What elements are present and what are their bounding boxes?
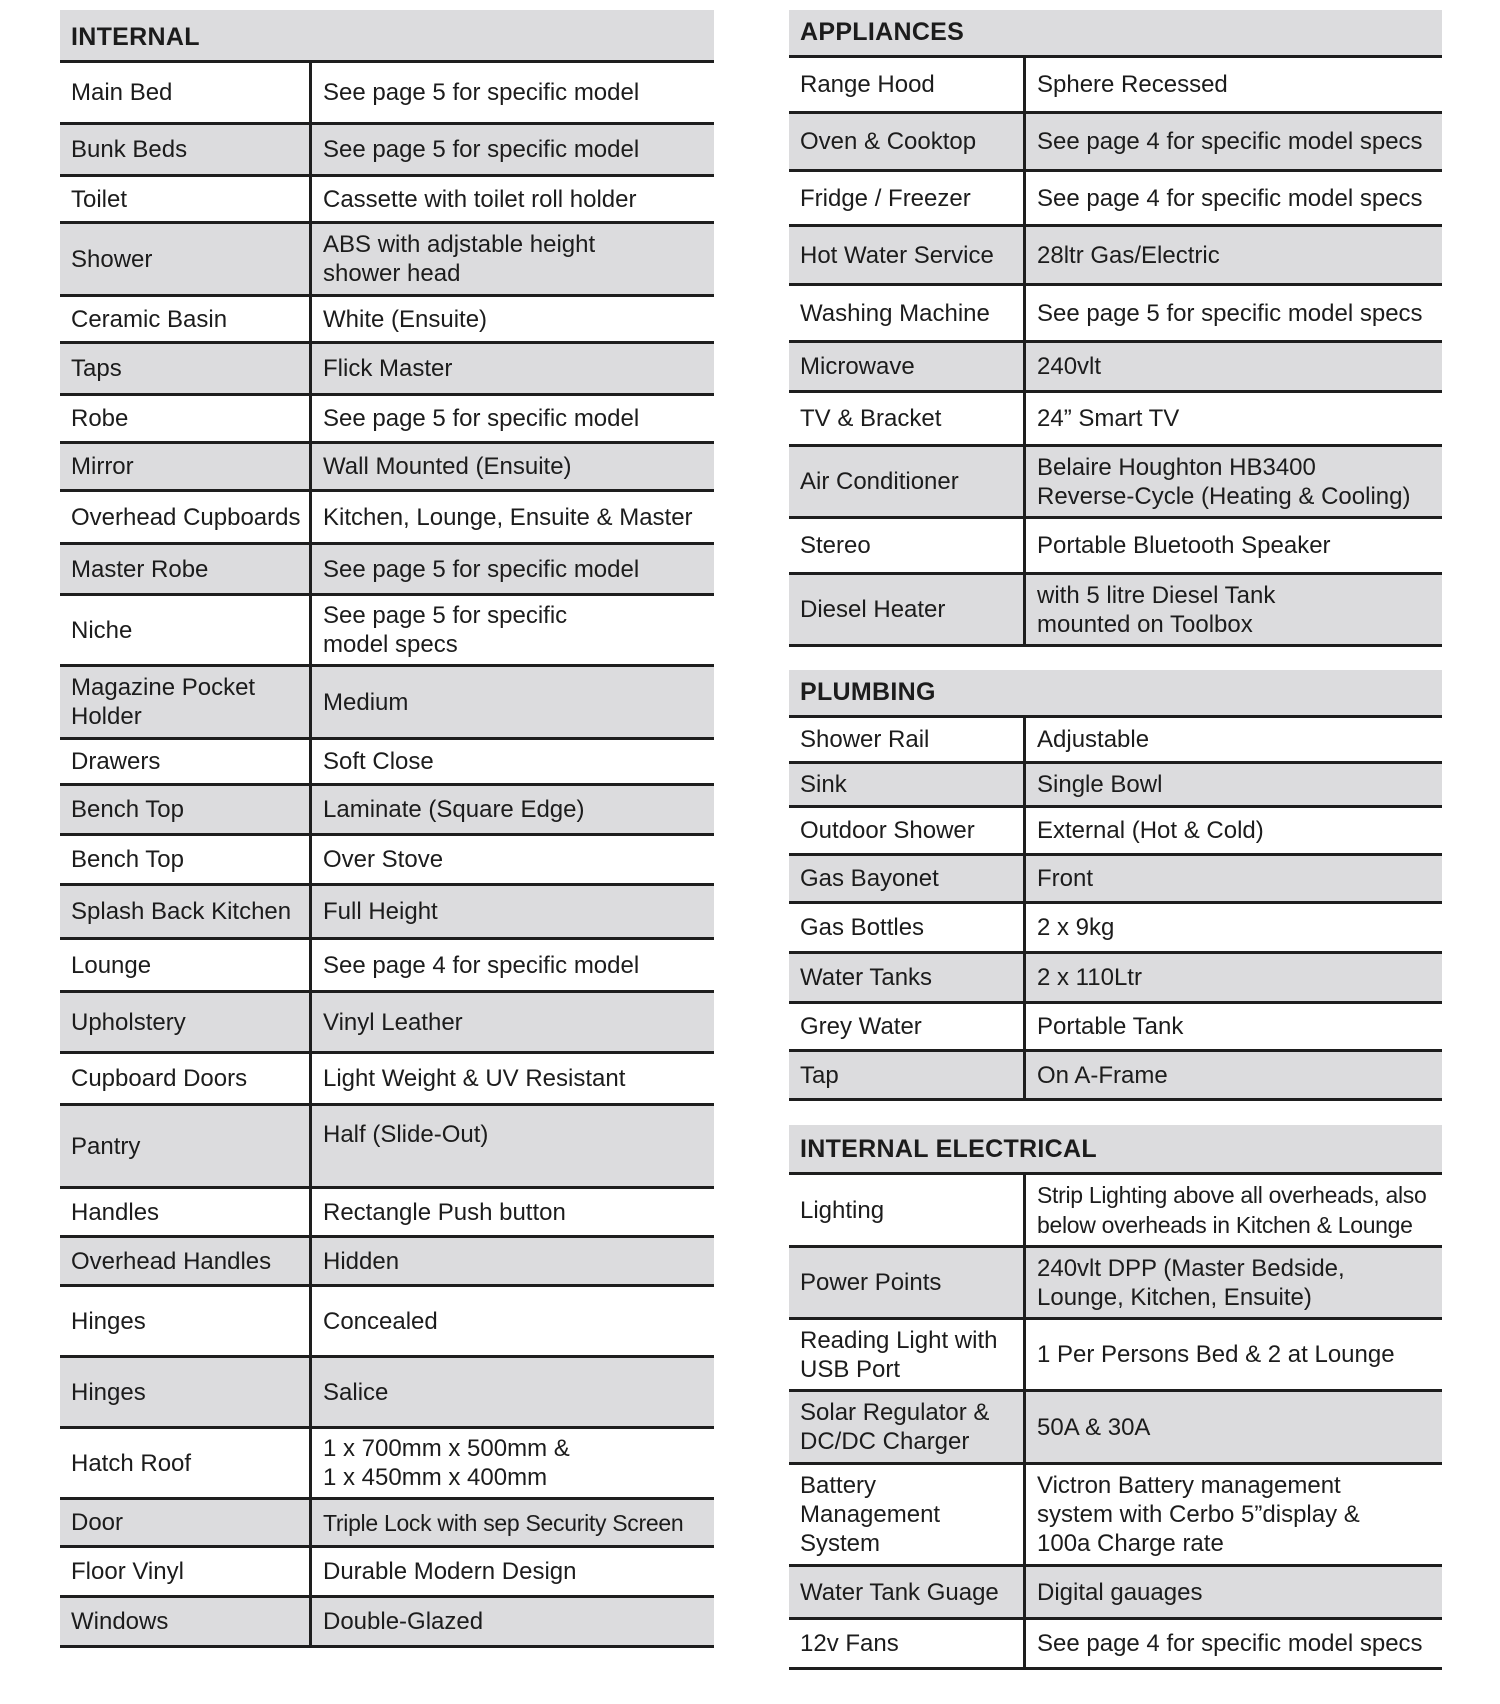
row-label: Tap <box>800 1061 839 1089</box>
row-value: Over Stove <box>323 846 444 873</box>
row-label: Windows <box>71 1608 169 1635</box>
row-value: Medium <box>323 688 409 716</box>
table-row <box>789 1392 1442 1465</box>
table-row <box>789 1248 1442 1320</box>
table-row <box>789 114 1442 172</box>
row-label: TV & Bracket <box>800 405 942 432</box>
table-row <box>60 740 714 786</box>
row-value: 1 Per Persons Bed & 2 at Lounge <box>1037 1341 1395 1368</box>
row-value: Hidden <box>323 1247 400 1275</box>
row-label: Gas Bottles <box>800 914 925 941</box>
table-row <box>789 1567 1442 1620</box>
row-label: Oven & Cooktop <box>800 128 977 155</box>
row-value: Half (Slide-Out) <box>323 1121 489 1148</box>
table-row <box>789 172 1442 227</box>
row-label: Bench Top <box>71 796 184 823</box>
row-value: External (Hot & Cold) <box>1037 817 1264 844</box>
row-label: Master Robe <box>71 555 209 583</box>
table-row <box>60 545 714 596</box>
row-value: 28ltr Gas/Electric <box>1037 241 1220 269</box>
row-label: Water Tanks <box>800 964 933 991</box>
row-label: Bench Top <box>71 846 184 873</box>
table-row <box>60 886 714 940</box>
table-row <box>60 1189 714 1238</box>
row-value: See page 5 for specific model <box>323 555 640 583</box>
row-value: Portable Bluetooth Speaker <box>1037 532 1331 559</box>
electrical-header <box>789 1125 1442 1175</box>
appliances-table <box>789 10 1442 647</box>
table-row <box>60 177 714 224</box>
table-row <box>60 1106 714 1189</box>
row-value: See page 5 for specific model <box>323 136 640 163</box>
row-label: Battery Management System <box>800 1472 941 1557</box>
table-row <box>60 344 714 396</box>
table-row <box>789 286 1442 343</box>
row-value: 1 x 700mm x 500mm & 1 x 450mm x 400mm <box>323 1435 570 1491</box>
table-row <box>60 667 714 740</box>
row-label: Hatch Roof <box>71 1449 192 1477</box>
table-row <box>60 993 714 1054</box>
row-label: Lounge <box>71 951 152 979</box>
row-label: Grey Water <box>800 1013 922 1040</box>
table-row <box>60 444 714 492</box>
table-row <box>60 492 714 545</box>
row-value: Wall Mounted (Ensuite) <box>323 453 572 480</box>
table-row <box>789 519 1442 575</box>
row-label: Fridge / Freezer <box>800 184 971 212</box>
table-row <box>789 1465 1442 1567</box>
plumbing-table <box>789 670 1442 1101</box>
row-label: Overhead Cupboards <box>71 503 301 531</box>
row-label: Shower Rail <box>800 726 930 753</box>
row-label: Drawers <box>71 748 161 775</box>
row-label: Lighting <box>800 1196 885 1224</box>
row-label: Cupboard Doors <box>71 1065 248 1092</box>
row-label: Range Hood <box>800 71 935 98</box>
row-value: See page 5 for specific model <box>323 79 640 106</box>
table-row <box>789 227 1442 286</box>
row-value: See page 5 for specific model <box>323 405 640 432</box>
row-value: 24” Smart TV <box>1037 405 1180 432</box>
table-row <box>60 596 714 667</box>
row-label: Outdoor Shower <box>800 817 975 844</box>
table-row <box>60 63 714 125</box>
row-value: White (Ensuite) <box>323 305 488 333</box>
table-row <box>60 1287 714 1358</box>
plumbing-header <box>789 670 1442 718</box>
internal-header <box>60 10 714 63</box>
row-label: Door <box>71 1509 124 1536</box>
table-row <box>789 718 1442 764</box>
table-row <box>60 1054 714 1106</box>
row-label: Upholstery <box>71 1008 186 1036</box>
row-label: Robe <box>71 405 129 432</box>
table-row <box>60 297 714 344</box>
table-row <box>60 396 714 444</box>
row-value: Laminate (Square Edge) <box>323 796 585 823</box>
table-row <box>789 343 1442 393</box>
electrical-title: INTERNAL ELECTRICAL <box>800 1135 1097 1163</box>
row-value: 2 x 9kg <box>1037 914 1115 941</box>
table-row <box>789 1620 1442 1670</box>
row-value: Cassette with toilet roll holder <box>323 185 637 213</box>
internal-title: INTERNAL <box>71 23 200 51</box>
row-value: Single Bowl <box>1037 771 1163 798</box>
row-label: Stereo <box>800 532 871 559</box>
appliances-header <box>789 10 1442 58</box>
row-label: Solar Regulator & DC/DC Charger <box>800 1399 990 1455</box>
row-value: 240vlt DPP (Master Bedside, Lounge, Kitchen, Ensuite) <box>1037 1254 1345 1311</box>
row-value: Belaire Houghton HB3400 Reverse-Cycle (Heating & Cooling) <box>1037 453 1411 510</box>
row-value: with 5 litre Diesel Tank mounted on Toolbox <box>1037 581 1276 638</box>
internal-table <box>60 10 714 1648</box>
row-label: Hot Water Service <box>800 241 994 269</box>
row-label: Bunk Beds <box>71 136 188 163</box>
row-label: Mirror <box>71 453 134 480</box>
row-label: Reading Light with USB Port <box>800 1326 998 1383</box>
row-label: Magazine Pocket Holder <box>71 674 256 730</box>
appliances-title: APPLIANCES <box>800 18 965 46</box>
row-value: Flick Master <box>323 355 453 382</box>
row-value: See page 4 for specific model specs <box>1037 184 1423 212</box>
table-row <box>60 224 714 297</box>
row-label: Water Tank Guage <box>800 1578 999 1606</box>
table-row <box>60 1500 714 1548</box>
table-row <box>789 1052 1442 1101</box>
row-value: Sphere Recessed <box>1037 71 1228 98</box>
row-label: Washing Machine <box>800 299 990 327</box>
row-value: See page 4 for specific model specs <box>1037 128 1423 155</box>
row-label: Main Bed <box>71 79 173 106</box>
row-value: Vinyl Leather <box>323 1008 463 1036</box>
row-value: On A-Frame <box>1037 1061 1168 1089</box>
row-label: Air Conditioner <box>800 468 959 495</box>
table-row <box>789 764 1442 808</box>
row-value: 240vlt <box>1037 353 1102 380</box>
table-row <box>789 856 1442 904</box>
row-label: Sink <box>800 771 847 798</box>
row-label: Gas Bayonet <box>800 865 939 892</box>
row-label: Pantry <box>71 1132 141 1160</box>
table-row <box>789 808 1442 856</box>
row-label: Toilet <box>71 185 128 213</box>
row-label: Microwave <box>800 353 915 380</box>
table-row <box>789 954 1442 1004</box>
row-label: Niche <box>71 616 133 644</box>
row-value: Full Height <box>323 898 438 925</box>
table-row <box>789 575 1442 647</box>
table-row <box>60 1598 714 1648</box>
table-row <box>789 393 1442 447</box>
row-value: Concealed <box>323 1307 438 1335</box>
table-row <box>60 125 714 177</box>
row-value: Kitchen, Lounge, Ensuite & Master <box>323 503 693 531</box>
row-label: Floor Vinyl <box>71 1558 184 1585</box>
row-value: Strip Lighting above all overheads, also below overheads in Kitchen & Lounge <box>1037 1182 1427 1238</box>
table-row <box>60 1238 714 1287</box>
row-value: See page 4 for specific model <box>323 951 640 979</box>
row-value: See page 5 for specific model specs <box>323 602 568 658</box>
row-value: Portable Tank <box>1037 1013 1184 1040</box>
table-row <box>60 1548 714 1598</box>
row-label: Taps <box>71 355 122 382</box>
row-value: Adjustable <box>1037 726 1150 753</box>
row-label: Hinges <box>71 1307 146 1335</box>
row-value: Durable Modern Design <box>323 1558 577 1585</box>
table-row <box>60 786 714 836</box>
row-label: 12v Fans <box>800 1630 899 1657</box>
table-row <box>60 1429 714 1500</box>
row-value: 50A & 30A <box>1037 1413 1151 1441</box>
row-value: Victron Battery management system with Cerbo 5”display & 100a Charge rate <box>1037 1472 1360 1557</box>
row-label: Overhead Handles <box>71 1247 272 1275</box>
row-value: Digital gauages <box>1037 1578 1203 1606</box>
row-value: Double-Glazed <box>323 1608 484 1635</box>
row-label: Diesel Heater <box>800 596 946 623</box>
table-row <box>789 1175 1442 1248</box>
row-value: ABS with adjstable height shower head <box>323 231 596 287</box>
row-label: Hinges <box>71 1378 146 1406</box>
row-value: Triple Lock with sep Security Screen <box>323 1509 684 1536</box>
plumbing-title: PLUMBING <box>800 678 936 706</box>
row-value: 2 x 110Ltr <box>1037 964 1142 991</box>
table-row <box>60 836 714 886</box>
table-row <box>789 447 1442 519</box>
row-value: Soft Close <box>323 748 434 775</box>
table-row <box>60 940 714 993</box>
row-value: See page 4 for specific model specs <box>1037 1630 1423 1657</box>
table-row <box>60 1358 714 1429</box>
row-value: Light Weight & UV Resistant <box>323 1065 626 1092</box>
row-value: See page 5 for specific model specs <box>1037 299 1423 327</box>
table-row <box>789 58 1442 114</box>
row-value: Salice <box>323 1378 389 1406</box>
table-row <box>789 1320 1442 1392</box>
row-value: Rectangle Push button <box>323 1198 566 1226</box>
row-value: Front <box>1037 865 1094 892</box>
electrical-table <box>789 1125 1442 1670</box>
row-label: Shower <box>71 245 153 273</box>
table-row <box>789 1004 1442 1052</box>
row-label: Power Points <box>800 1269 942 1296</box>
row-label: Splash Back Kitchen <box>71 898 292 925</box>
row-label: Handles <box>71 1198 160 1226</box>
table-row <box>789 904 1442 954</box>
row-label: Ceramic Basin <box>71 305 228 333</box>
